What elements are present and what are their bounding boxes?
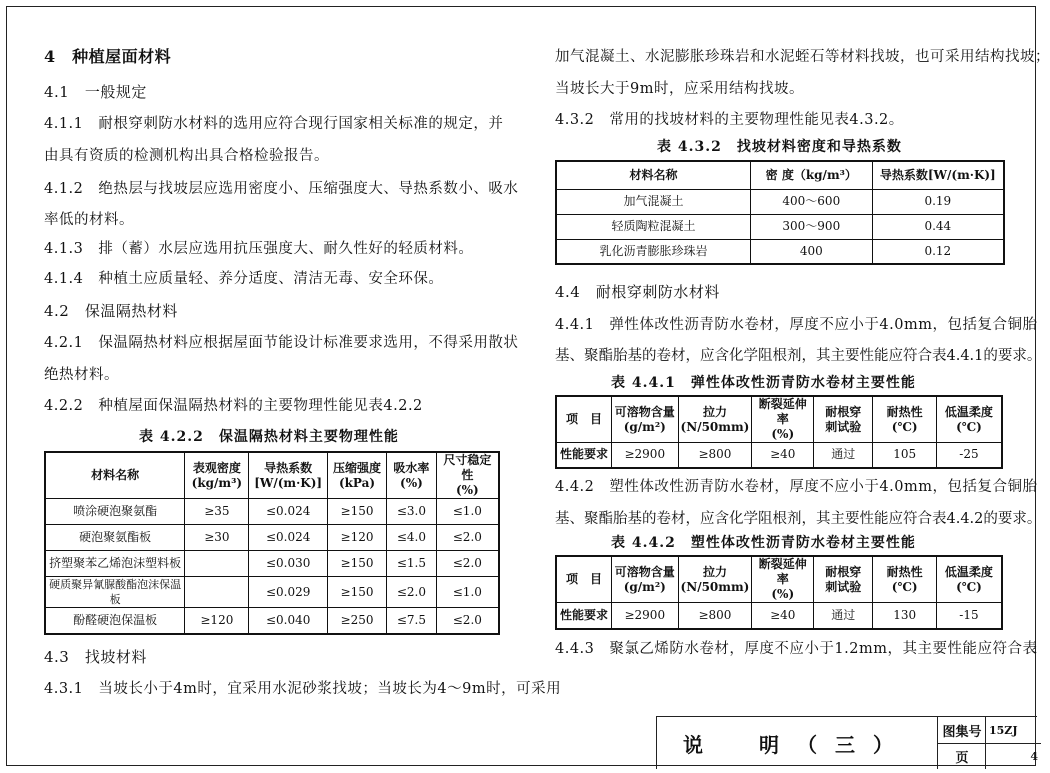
cell: 0.44 — [872, 214, 1004, 239]
heading-4-3: 4.3 找坡材料 — [44, 648, 147, 666]
cell: ≥35 — [185, 499, 249, 525]
cell: ≥2900 — [612, 603, 679, 629]
th-low-temp: 低温柔度 (℃) — [936, 396, 1002, 443]
para-4-4-3: 4.4.3 聚氯乙烯防水卷材，厚度不应小于1.2mm，其主要性能应符合表 — [555, 641, 1038, 657]
cell: ≤2.0 — [436, 608, 499, 634]
cell — [185, 551, 249, 577]
table-4-2-2-caption: 表 4.2.2 保温隔热材料主要物理性能 — [139, 429, 399, 445]
th-material: 材料名称 — [45, 452, 185, 499]
para-4-3-1-c: 加气混凝土、水泥膨胀珍珠岩和水泥蛭石等材料找坡，也可采用结构找坡； — [555, 49, 1050, 65]
cell: ≥150 — [327, 499, 386, 525]
th-heat: 耐热性 (℃) — [873, 396, 936, 443]
cell: ≤0.024 — [249, 499, 327, 525]
table-row — [45, 551, 499, 577]
table-row — [45, 577, 499, 608]
title-block — [656, 716, 1037, 769]
cell: 130 — [873, 603, 936, 629]
table-4-4-1-caption: 表 4.4.1 弹性体改性沥青防水卷材主要性能 — [611, 375, 916, 391]
table-row — [556, 239, 1004, 264]
cell: 挤塑聚苯乙烯泡沫塑料板 — [45, 551, 185, 577]
cell: ≤1.5 — [387, 551, 437, 577]
table-row — [45, 608, 499, 634]
page-number: 4 — [985, 743, 1038, 769]
cell: ≤0.030 — [249, 551, 327, 577]
table-header-row — [556, 396, 1002, 443]
th-item: 项 目 — [556, 396, 612, 443]
para-4-1-3: 4.1.3 排（蓄）水层应选用抗压强度大、耐久性好的轻质材料。 — [44, 241, 474, 257]
cell: ≥120 — [185, 608, 249, 634]
atlas-number-label: 图集号 — [937, 717, 986, 744]
table-row — [556, 603, 1002, 629]
th-stability: 尺寸稳定性 (%) — [436, 452, 499, 499]
table-4-4-1 — [555, 395, 1003, 469]
drawing-title: 说 明（三） — [683, 732, 911, 757]
cell: 加气混凝土 — [556, 189, 750, 214]
atlas-number: 15ZJ — [985, 717, 1041, 744]
cell: 性能要求 — [556, 443, 612, 468]
cell: -15 — [936, 603, 1002, 629]
table-header-row — [45, 452, 499, 499]
cell: ≤2.0 — [436, 525, 499, 551]
para-4-4-2-a: 4.4.2 塑性体改性沥青防水卷材，厚度不应小于4.0mm，包括复合铜胎 — [555, 479, 1038, 495]
para-4-3-1-d: 当坡长大于9m时，应采用结构找坡。 — [555, 81, 804, 97]
table-row — [556, 443, 1002, 468]
th-absorption: 吸水率 (%) — [387, 452, 437, 499]
table-4-2-2 — [44, 451, 500, 635]
cell: -25 — [936, 443, 1002, 468]
th-material: 材料名称 — [556, 161, 750, 189]
para-4-1-1-b: 由具有资质的检测机构出具合格检验报告。 — [44, 148, 329, 164]
th-tensile: 拉力 (N/50mm) — [678, 396, 752, 443]
table-4-3-2-caption: 表 4.3.2 找坡材料密度和导热系数 — [657, 139, 902, 155]
cell: 喷涂硬泡聚氨酯 — [45, 499, 185, 525]
cell: ≥120 — [327, 525, 386, 551]
th-density: 密 度（kg/m³） — [750, 161, 872, 189]
cell: 通过 — [814, 603, 873, 629]
th-elongation: 断裂延伸率 (%) — [752, 556, 814, 603]
cell — [185, 577, 249, 608]
para-4-4-1-a: 4.4.1 弹性体改性沥青防水卷材，厚度不应小于4.0mm，包括复合铜胎 — [555, 317, 1038, 333]
page-label: 页 — [937, 743, 986, 769]
para-4-1-2-a: 4.1.2 绝热层与找坡层应选用密度小、压缩强度大、导热系数小、吸水 — [44, 181, 519, 197]
table-row — [556, 214, 1004, 239]
table-4-4-2-caption: 表 4.4.2 塑性体改性沥青防水卷材主要性能 — [611, 535, 916, 551]
cell: ≤0.024 — [249, 525, 327, 551]
heading-4-4: 4.4 耐根穿刺防水材料 — [555, 283, 720, 301]
para-4-1-1-a: 4.1.1 耐根穿刺防水材料的选用应符合现行国家相关标准的规定，并 — [44, 116, 504, 132]
th-low-temp: 低温柔度 (℃) — [936, 556, 1002, 603]
para-4-2-2: 4.2.2 种植屋面保温隔热材料的主要物理性能见表4.2.2 — [44, 398, 423, 414]
cell: 400～600 — [750, 189, 872, 214]
table-row — [556, 189, 1004, 214]
cell: 300～900 — [750, 214, 872, 239]
para-4-2-1-a: 4.2.1 保温隔热材料应根据屋面节能设计标准要求选用，不得采用散状 — [44, 335, 519, 351]
cell: 酚醛硬泡保温板 — [45, 608, 185, 634]
cell: ≥40 — [752, 443, 814, 468]
cell: ≤1.0 — [436, 499, 499, 525]
cell: 轻质陶粒混凝土 — [556, 214, 750, 239]
cell: 乳化沥青膨胀珍珠岩 — [556, 239, 750, 264]
table-4-4-2 — [555, 555, 1003, 630]
cell: ≤2.0 — [387, 577, 437, 608]
cell: ≥30 — [185, 525, 249, 551]
para-4-1-2-b: 率低的材料。 — [44, 212, 134, 228]
para-4-3-2: 4.3.2 常用的找坡材料的主要物理性能见表4.3.2。 — [555, 112, 904, 128]
cell: 性能要求 — [556, 603, 612, 629]
cell: 通过 — [814, 443, 873, 468]
table-row — [45, 525, 499, 551]
cell: ≥800 — [678, 443, 752, 468]
th-root-test: 耐根穿 刺试验 — [814, 556, 873, 603]
cell: ≤2.0 — [436, 551, 499, 577]
heading-4-2: 4.2 保温隔热材料 — [44, 302, 178, 320]
cell: ≤1.0 — [436, 577, 499, 608]
para-4-1-4: 4.1.4 种植土应质量轻、养分适度、清洁无毒、安全环保。 — [44, 271, 444, 287]
th-item: 项 目 — [556, 556, 612, 603]
para-4-4-1-b: 基、聚酯胎基的卷材，应含化学阻根剂，其主要性能应符合表4.4.1的要求。 — [555, 348, 1042, 364]
th-tensile: 拉力 (N/50mm) — [678, 556, 752, 603]
para-4-3-1: 4.3.1 当坡长小于4m时，宜采用水泥砂浆找坡；当坡长为4～9m时，可采用 — [44, 681, 562, 697]
cell: 硬质聚异氰脲酸酯泡沫保温板 — [45, 577, 185, 608]
table-4-3-2 — [555, 160, 1005, 265]
cell: ≥800 — [678, 603, 752, 629]
cell: 400 — [750, 239, 872, 264]
para-4-2-1-b: 绝热材料。 — [44, 367, 119, 383]
para-4-4-2-b: 基、聚酯胎基的卷材，应含化学阻根剂，其主要性能应符合表4.4.2的要求。 — [555, 511, 1042, 527]
th-compression: 压缩强度 (kPa) — [327, 452, 386, 499]
cell: ≤3.0 — [387, 499, 437, 525]
table-header-row — [556, 161, 1004, 189]
table-row — [45, 499, 499, 525]
cell: 硬泡聚氨酯板 — [45, 525, 185, 551]
cell: ≤4.0 — [387, 525, 437, 551]
th-soluble: 可溶物含量 (g/m²) — [612, 556, 679, 603]
cell: ≥150 — [327, 577, 386, 608]
cell: ≤0.029 — [249, 577, 327, 608]
cell: 105 — [873, 443, 936, 468]
table-header-row — [556, 556, 1002, 603]
th-conductivity: 导热系数[W/(m·K)] — [872, 161, 1004, 189]
heading-4: 4 种植屋面材料 — [44, 47, 172, 66]
cell: 0.12 — [872, 239, 1004, 264]
cell: ≥250 — [327, 608, 386, 634]
th-density: 表观密度 (kg/m³) — [185, 452, 249, 499]
th-elongation: 断裂延伸率 (%) — [752, 396, 814, 443]
cell: ≤0.040 — [249, 608, 327, 634]
th-soluble: 可溶物含量 (g/m²) — [612, 396, 679, 443]
th-root-test: 耐根穿 刺试验 — [814, 396, 873, 443]
heading-4-1: 4.1 一般规定 — [44, 83, 147, 101]
th-heat: 耐热性 (℃) — [873, 556, 936, 603]
cell: ≥150 — [327, 551, 386, 577]
cell: ≤7.5 — [387, 608, 437, 634]
th-conductivity: 导热系数 [W/(m·K)] — [249, 452, 327, 499]
cell: ≥2900 — [612, 443, 679, 468]
cell: ≥40 — [752, 603, 814, 629]
cell: 0.19 — [872, 189, 1004, 214]
